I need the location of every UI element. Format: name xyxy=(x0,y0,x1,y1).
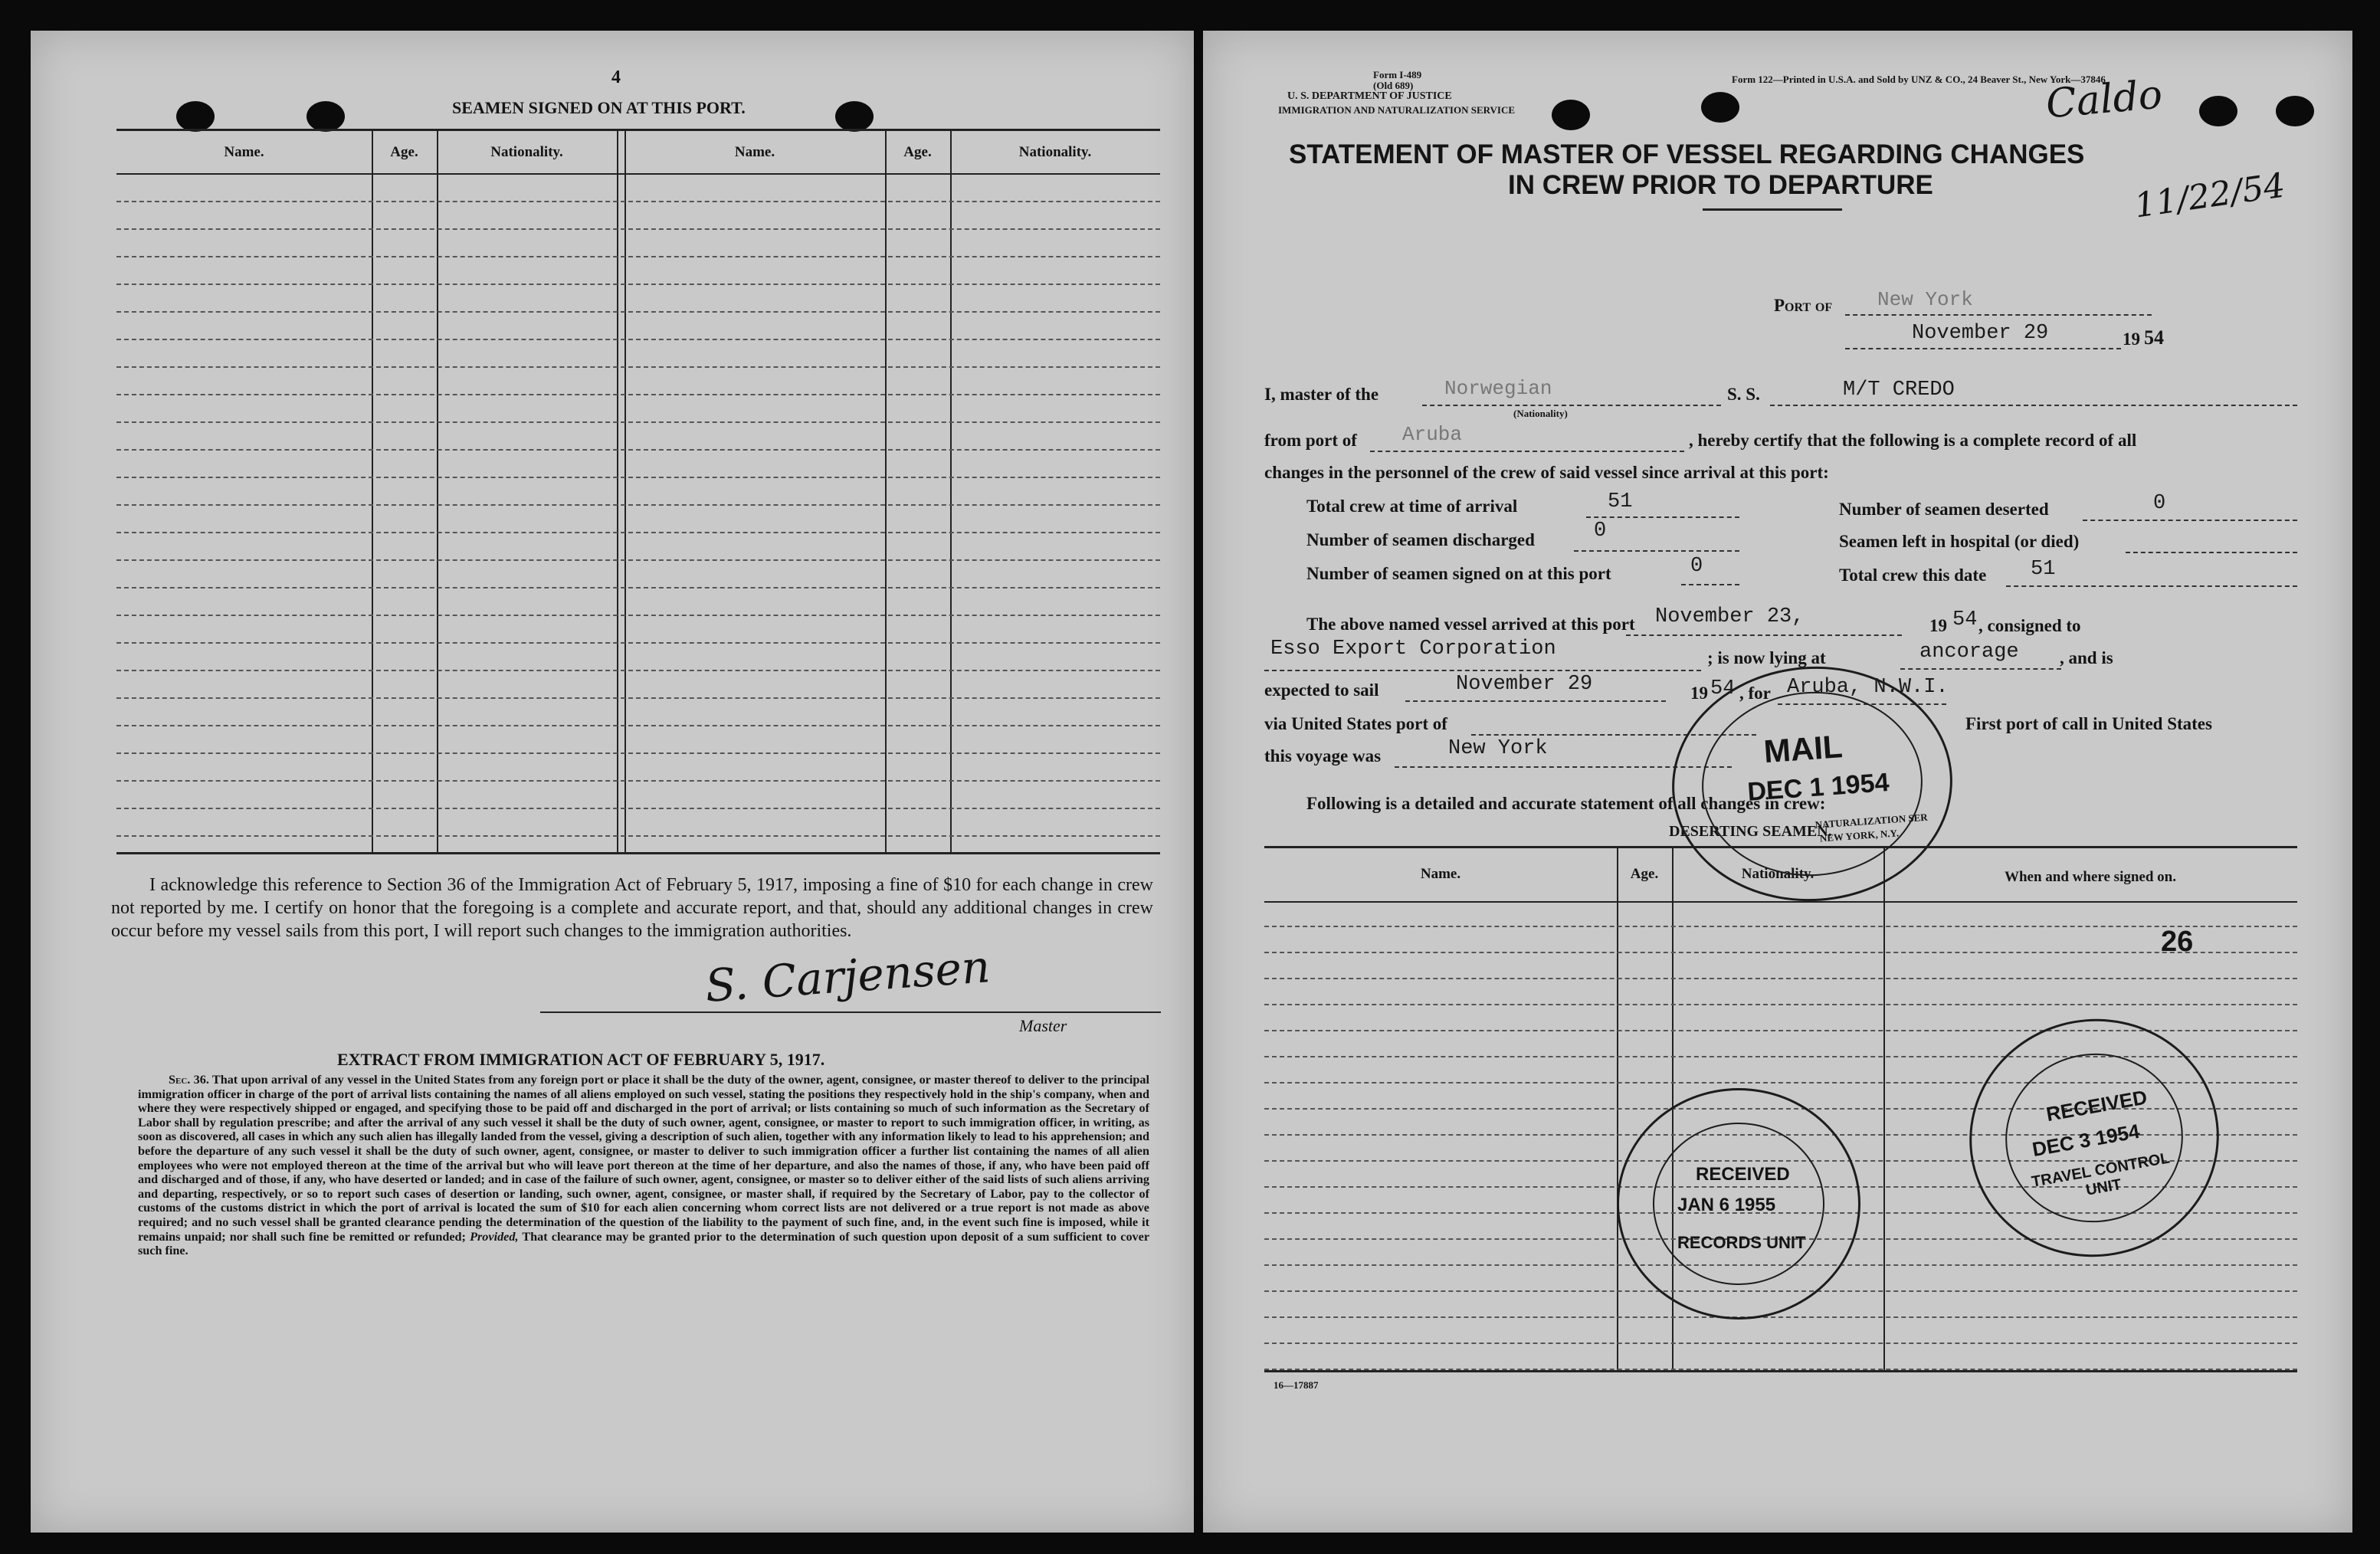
certify-text: , hereby certify that the following is a complete record of all xyxy=(1689,431,2137,450)
vessel-value: M/T CREDO xyxy=(1843,379,1955,402)
deserted-field xyxy=(2083,497,2297,521)
deserted-value: 0 xyxy=(2153,492,2166,515)
consigned-label: , consigned to xyxy=(1978,616,2081,635)
mail-stamp-bottom: NATURALIZATION SER xyxy=(1815,811,1929,831)
table-row xyxy=(116,808,1160,809)
total-crew-arrival-value: 51 xyxy=(1608,490,1633,513)
via-label: via United States port of xyxy=(1264,714,1447,733)
deserted-label: Number of seamen deserted xyxy=(1839,500,2049,519)
deserting-title: DESERTING SEAMEN. xyxy=(1669,823,1832,840)
arrived-label: The above named vessel arrived at this port xyxy=(1306,615,1635,634)
total-crew-date-label: Total crew this date xyxy=(1839,566,1987,585)
travel-stamp-top: RECEIVED xyxy=(2044,1085,2149,1126)
title-rule xyxy=(1703,208,1842,211)
extract-text: That upon arrival of any vessel in the United States from any foreign port or place it shall be the duty of the owner, agent, consignee, or master thereof to deliver to the principal immigration officer in charge of the port of arrival lists containing the names of all aliens employed on such vessel, stating the positions they respectively hold in the ship's company, when and where they were respectively shipped or engaged, and specifying those to be paid off and discharged in the port of arrival; or lists containing so much of such information as the Secretary of Labor shall by regulation prescribe; and after the arrival of any such vessel it shall be the duty of such owner, agent, consignee, or master to report to such immigration officer, in writing, as soon as discovered, all cases in which any such alien has illegally landed from the vessel, giving a description of such alien, together with any information likely to lead to his apprehension; and before the departure of any such vessel it shall be the duty of such owner, agent, consignee, or master to deliver to such immigration officer a further list containing the names of all alien employees who were not employed thereon at the time of the arrival but who will leave port thereon at the time of her departure, and also the names of those, if any, who have been paid off and discharged and of those, if any, who have deserted or landed; and in case of the failure of such owner, agent, consignee, or master so to deliver either of the said lists of such aliens arriving and departing, respectively, or so to report such cases of desertion or landing, such owner, agent, consignee, or master shall, if required by the Secretary of Labor, pay to the collector of customs of the customs district in which the port of arrival is located the sum of $10 for each alien concerning whom correct lists are not delivered or a true report is not made as above required; and no such vessel shall be granted clearance pending the determination of the question of the liability to the payment of such fine, and, in the event such fine is imposed, while it remains unpaid; nor shall such fine be remitted or refunded; xyxy=(138,1073,1149,1244)
arrived-year-prefix: 19 xyxy=(1929,616,1947,635)
footer-code: 16—17887 xyxy=(1274,1379,1319,1391)
table-row xyxy=(1264,1004,2297,1005)
seamen-signed-title: SEAMEN SIGNED ON AT THIS PORT. xyxy=(452,98,746,117)
table-row xyxy=(116,366,1160,368)
col-header-age: Age. xyxy=(1630,866,1659,882)
travel-control-stamp xyxy=(1951,999,2238,1277)
table-row xyxy=(116,780,1160,782)
handwritten-note: Caldo xyxy=(2044,71,2165,128)
signed-on-label: Number of seamen signed on at this port xyxy=(1306,564,1611,583)
year-prefix: 19 xyxy=(2123,329,2140,349)
col-header-age: Age. xyxy=(903,144,932,160)
voyage-value: New York xyxy=(1448,737,1548,760)
form-title-line1: STATEMENT OF MASTER OF VESSEL REGARDING CHANGES xyxy=(1289,139,2085,169)
voyage-label: this voyage was xyxy=(1264,746,1382,766)
table-row xyxy=(1264,1316,2297,1318)
table-row xyxy=(1264,926,2297,927)
table-row xyxy=(116,339,1160,340)
signature xyxy=(703,940,992,1012)
extract-title: EXTRACT FROM IMMIGRATION ACT OF FEBRUARY 5, 1917. xyxy=(337,1050,825,1069)
records-stamp xyxy=(1617,1088,1860,1320)
table-row xyxy=(1264,1369,2297,1370)
table-row xyxy=(116,615,1160,616)
extract-body xyxy=(138,1073,1149,1258)
table-row xyxy=(116,670,1160,671)
table-row xyxy=(116,311,1160,313)
and-is: , and is xyxy=(2060,648,2113,667)
table-row xyxy=(116,256,1160,257)
mail-stamp-city: NEW YORK, N.Y. xyxy=(1819,827,1900,844)
table-row xyxy=(1264,978,2297,979)
date-value: November 29 xyxy=(1912,322,2049,345)
year-value: 54 xyxy=(2144,326,2164,349)
table-row xyxy=(116,201,1160,202)
acknowledgement-text: I acknowledge this reference to Section 36 of the Immigration Act of February 5, 1917, imposing a fine of $10 for each change in crew not reported by me. I certify on honor that the foregoing is a complete and accurate report, and that, should any additional changes in crew occur before my vessel sails from this port, I will report such changes to the immigration authorities. xyxy=(111,875,1153,941)
table-row xyxy=(116,394,1160,395)
signature-line xyxy=(540,1011,1161,1013)
lying-value: ancorage xyxy=(1919,641,2019,664)
expected-value: November 29 xyxy=(1456,673,1593,696)
punch-hole xyxy=(307,101,345,132)
port-value: New York xyxy=(1877,288,1973,311)
total-crew-date-value: 51 xyxy=(2031,558,2056,581)
master-caption: Master xyxy=(1019,1016,1067,1035)
hospital-field xyxy=(2126,529,2297,553)
nationality-value: Norwegian xyxy=(1444,377,1552,400)
arrived-value: November 23, xyxy=(1655,605,1805,628)
table-row xyxy=(116,532,1160,533)
punch-hole xyxy=(2276,96,2314,126)
for-value: Aruba, N.W.I. xyxy=(1787,676,1949,699)
col-header-nationality: Nationality. xyxy=(1741,866,1815,882)
left-page xyxy=(31,31,1194,1533)
dept-name: U. S. DEPARTMENT OF JUSTICE xyxy=(1287,90,1452,102)
signature-text: S. Carjensen xyxy=(703,940,992,1012)
changes-text: changes in the personnel of the crew of said vessel since arrival at this port: xyxy=(1264,463,1829,482)
lying-label: ; is now lying at xyxy=(1707,648,1826,667)
col-header-nationality: Nationality. xyxy=(490,144,563,160)
punch-hole xyxy=(835,101,874,132)
for-label: , for xyxy=(1739,684,1771,703)
col-header-age: Age. xyxy=(390,144,418,160)
travel-stamp-date: DEC 3 1954 xyxy=(2030,1119,2142,1161)
table-row xyxy=(116,477,1160,478)
arrived-year: 54 xyxy=(1952,608,1978,631)
form-number: Form I-489 xyxy=(1373,69,1422,80)
records-stamp-top: RECEIVED xyxy=(1696,1164,1790,1185)
punch-hole xyxy=(1701,92,1739,123)
table-row xyxy=(116,284,1160,285)
form-old: (Old 689) xyxy=(1373,80,1414,91)
expected-year: 54 xyxy=(1710,677,1736,700)
consignee-value: Esso Export Corporation xyxy=(1270,638,1556,661)
travel-stamp-bottom: TRAVEL CONTROL UNIT xyxy=(2030,1149,2172,1199)
ss-label: S. S. xyxy=(1727,385,1760,404)
col-header-name: Name. xyxy=(1420,866,1461,882)
table-row xyxy=(116,752,1160,754)
table-row xyxy=(116,725,1160,726)
col-header-nationality: Nationality. xyxy=(1018,144,1092,160)
table-row xyxy=(1264,1343,2297,1344)
printer-note: Form 122—Printed in U.S.A. and Sold by UNZ & CO., 24 Beaver St., New York—37846 xyxy=(1732,74,2106,85)
punch-hole xyxy=(176,101,215,132)
extract-section: Sec. 36. xyxy=(169,1073,209,1087)
from-port-label: from port of xyxy=(1264,431,1357,450)
nationality-caption: (Nationality) xyxy=(1513,408,1568,419)
punch-hole xyxy=(2199,96,2237,126)
table-row xyxy=(116,587,1160,588)
col-header-name: Name. xyxy=(734,144,775,160)
form-title-line2: IN CREW PRIOR TO DEPARTURE xyxy=(1508,170,1933,200)
punch-hole xyxy=(1552,100,1590,130)
mail-stamp-top: MAIL xyxy=(1762,728,1844,770)
page-mark: 26 xyxy=(2161,926,2194,958)
table-row xyxy=(116,697,1160,699)
table-row xyxy=(116,228,1160,230)
port-label: Port of xyxy=(1774,296,1833,315)
table-row xyxy=(116,559,1160,561)
handwritten-date: 11/22/54 xyxy=(2132,166,2288,226)
col-header-when-where: When and where signed on. xyxy=(2004,869,2176,885)
col-header-name: Name. xyxy=(224,144,264,160)
discharged-value: 0 xyxy=(1594,520,1607,543)
service-name: IMMIGRATION AND NATURALIZATION SERVICE xyxy=(1278,104,1516,116)
table-row xyxy=(116,835,1160,837)
following-text: Following is a detailed and accurate statement of all changes in crew: xyxy=(1306,794,1826,813)
right-page xyxy=(1203,31,2352,1533)
mail-stamp-date: DEC 1 1954 xyxy=(1746,768,1890,807)
page-number: 4 xyxy=(611,67,621,87)
extract-proviso: That clearance may be granted prior to the determination of such question upon deposit of a sum sufficient to cover such fine. xyxy=(138,1229,1150,1258)
signed-on-value: 0 xyxy=(1690,555,1703,578)
hospital-label: Seamen left in hospital (or died) xyxy=(1839,532,2080,551)
records-stamp-date: JAN 6 1955 xyxy=(1677,1195,1776,1215)
table-row xyxy=(116,642,1160,644)
table-row xyxy=(1264,952,2297,953)
first-port-label: First port of call in United States xyxy=(1965,714,2212,733)
table-row xyxy=(116,421,1160,423)
table-row xyxy=(116,504,1160,506)
discharged-label: Number of seamen discharged xyxy=(1306,530,1535,549)
from-port-value: Aruba xyxy=(1402,423,1463,446)
master-of-label: I, master of the xyxy=(1264,385,1379,404)
extract-proviso-label: Provided, xyxy=(470,1229,519,1244)
table-row xyxy=(116,449,1160,451)
records-stamp-bottom: RECORDS UNIT xyxy=(1677,1233,1806,1252)
total-crew-arrival-label: Total crew at time of arrival xyxy=(1306,497,1518,516)
expected-label: expected to sail xyxy=(1264,680,1379,700)
expected-year-prefix: 19 xyxy=(1690,684,1708,703)
